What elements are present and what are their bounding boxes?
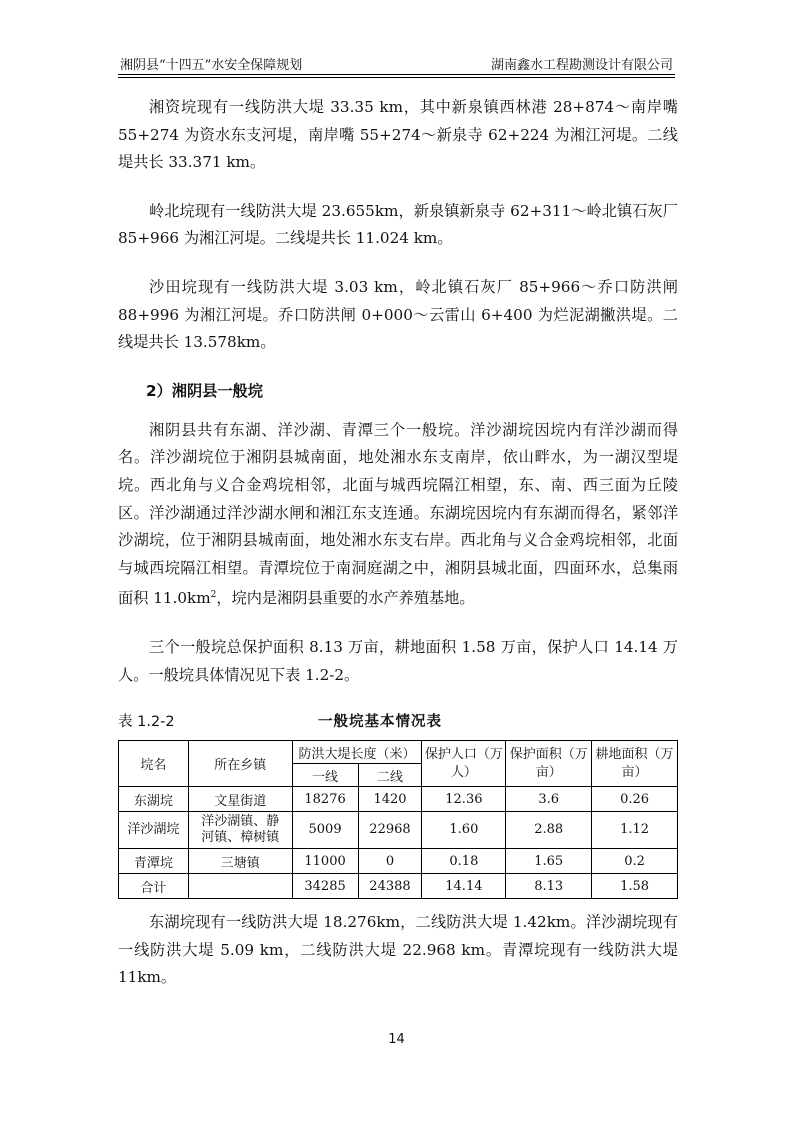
paragraph-general-polders <box>118 417 678 613</box>
cell-protected-area: 1.65 <box>506 849 592 874</box>
cell-protected-area: 3.6 <box>506 787 592 812</box>
cell-farmland: 0.26 <box>592 787 678 812</box>
cell-protected-area: 2.88 <box>506 812 592 849</box>
header-protected-area: 保护面积（万亩） <box>506 741 592 787</box>
header-divider <box>118 77 675 78</box>
general-polders-text-end: ，垸内是湘阴县重要的水产养殖基地。 <box>216 589 475 608</box>
cell-farmland: 1.12 <box>592 812 678 849</box>
cell-name: 东湖垸 <box>119 787 189 812</box>
cell-line2: 22968 <box>358 812 422 849</box>
superscript-two: 2 <box>210 590 217 601</box>
table-number: 表 1.2-2 <box>118 714 175 731</box>
paragraph-summary: 三个一般垸总保护面积 8.13 万亩，耕地面积 1.58 万亩，保护人口 14.14 万人。一般垸具体情况见下表 1.2-2。 <box>118 637 678 684</box>
header-line1: 一线 <box>292 764 358 787</box>
page-header <box>118 48 675 75</box>
table-caption <box>118 710 678 732</box>
header-document-title: 湘阴县“十四五”水安全保障规划 <box>120 58 303 73</box>
header-line2: 二线 <box>358 764 422 787</box>
paragraph-dike-details: 东湖垸现有一线防洪大堤 18.276km，二线防洪大堤 1.42km。洋沙湖垸现有一线防洪大堤 5.09 km，二线防洪大堤 22.968 km。青潭垸现有一线防洪大堤 11km。 <box>118 913 678 987</box>
cell-town <box>188 874 292 899</box>
table-row-total <box>119 874 678 899</box>
cell-line2: 24388 <box>358 874 422 899</box>
cell-population: 1.60 <box>422 812 506 849</box>
header-polder-name: 垸名 <box>119 741 189 787</box>
header-population: 保护人口（万人） <box>422 741 506 787</box>
paragraph-lingbei-polder: 岭北垸现有一线防洪大堤 23.655km，新泉镇新泉寺 62+311～岭北镇石灰厂 85+966 为湘江河堤。二线堤共长 11.024 km。 <box>118 201 678 248</box>
header-dike-length: 防洪大堤长度（米） <box>292 741 422 764</box>
page-content <box>118 94 678 1013</box>
paragraph-xiangzi-polder: 湘资垸现有一线防洪大堤 33.35 km，其中新泉镇西林港 28+874～南岸嘴 55+274 为资水东支河堤，南岸嘴 55+274～新泉寺 62+224 为湘江河堤。二线堤共长 33.371 km。 <box>118 98 678 172</box>
cell-town: 三塘镇 <box>188 849 292 874</box>
cell-name: 合计 <box>119 874 189 899</box>
cell-population: 14.14 <box>422 874 506 899</box>
cell-line2: 0 <box>358 849 422 874</box>
cell-protected-area: 8.13 <box>506 874 592 899</box>
cell-farmland: 0.2 <box>592 849 678 874</box>
table-title: 一般垸基本情况表 <box>318 714 442 731</box>
general-polders-text: 湘阴县共有东湖、洋沙湖、青潭三个一般垸。洋沙湖垸因垸内有洋沙湖而得名。洋沙湖垸位于湘阴县城南面，地处湘水东支南岸，依山畔水，为一湖汉型堤垸。西北角与义合金鸡垸相邻，北面与城西垸隔江相望，东、南、西三面为丘陵区。洋沙湖通过洋沙湖水闸和湘江东支连通。东湖垸因垸内有东湖而得名，紧邻洋沙湖垸，位于湘阴县城南面，地处湘水东支右岸。西北角与义合金鸡垸相邻，北面与城西垸隔江相望。青潭垸位于南洞庭湖之中，湘阴县城北面，四面环水，总集雨面积 11.0km <box>118 420 678 608</box>
header-town: 所在乡镇 <box>188 741 292 787</box>
table-row <box>119 849 678 874</box>
cell-line1: 18276 <box>292 787 358 812</box>
cell-farmland: 1.58 <box>592 874 678 899</box>
cell-town: 洋沙湖镇、静河镇、樟树镇 <box>188 812 292 849</box>
header-company-name: 湖南鑫水工程勘测设计有限公司 <box>490 58 673 73</box>
table-row <box>119 812 678 849</box>
cell-name: 青潭垸 <box>119 849 189 874</box>
cell-line2: 1420 <box>358 787 422 812</box>
paragraph-shatian-polder: 沙田垸现有一线防洪大堤 3.03 km，岭北镇石灰厂 85+966～乔口防洪闸 88+996 为湘江河堤。乔口防洪闸 0+000～云雷山 6+400 为烂泥湖撇洪堤。二线堤共长 13.578km。 <box>118 277 678 352</box>
cell-name: 洋沙湖垸 <box>119 812 189 849</box>
table-row <box>119 787 678 812</box>
cell-line1: 5009 <box>292 812 358 849</box>
general-polder-table <box>118 740 678 899</box>
cell-population: 12.36 <box>422 787 506 812</box>
cell-town: 文星街道 <box>188 787 292 812</box>
cell-line1: 34285 <box>292 874 358 899</box>
section-heading: 2）湘阴县一般垸 <box>146 381 263 400</box>
cell-population: 0.18 <box>422 849 506 874</box>
cell-line1: 11000 <box>292 849 358 874</box>
page-number: 14 <box>388 1032 405 1047</box>
header-farmland: 耕地面积（万亩） <box>592 741 678 787</box>
